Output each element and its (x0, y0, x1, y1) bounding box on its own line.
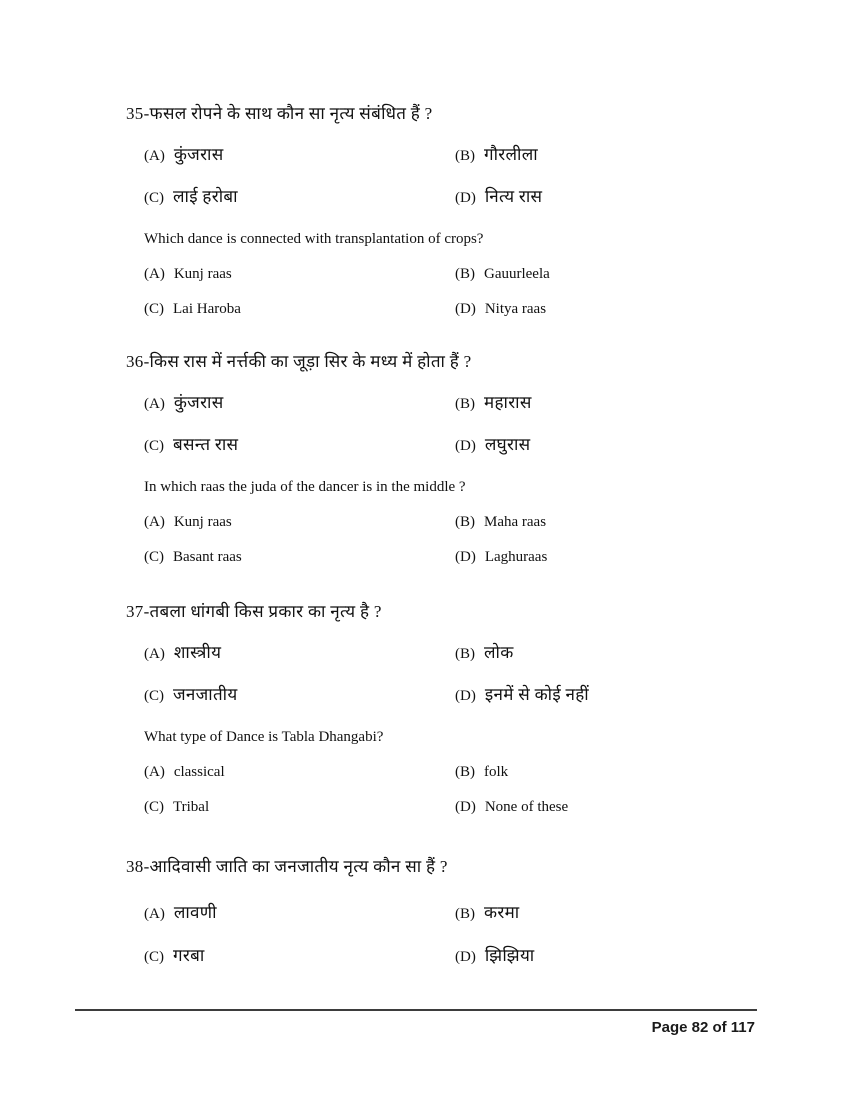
option-text: इनमें से कोई नहीं (484, 685, 589, 704)
option-text: Gauurleela (484, 266, 550, 282)
question-block-37 (0, 601, 850, 818)
option-c-english (144, 299, 455, 320)
hindi-options-row-1 (144, 144, 850, 167)
option-letter: (A) (144, 646, 165, 662)
option-text: बसन्त रास (173, 435, 239, 454)
option-letter: (C) (144, 799, 164, 815)
hindi-options-row-2 (144, 945, 850, 968)
option-d-hindi (455, 945, 535, 968)
option-text: Basant raas (173, 549, 242, 565)
option-b-english (455, 264, 550, 285)
english-options-row-1 (144, 264, 850, 285)
option-b-hindi (455, 902, 519, 925)
option-text: कुंजरास (173, 393, 224, 412)
option-d-english (455, 797, 568, 818)
hindi-options-row-2 (144, 434, 850, 457)
option-letter: (D) (455, 438, 476, 454)
option-c-hindi (144, 186, 455, 209)
option-letter: (A) (144, 396, 165, 412)
option-letter: (B) (455, 266, 475, 282)
option-c-english (144, 547, 455, 568)
option-text: Laghuraas (484, 549, 548, 565)
option-text: गरबा (173, 946, 205, 965)
option-text: Tribal (173, 799, 210, 815)
option-d-hindi (455, 684, 589, 707)
option-d-hindi (455, 434, 530, 457)
option-text: लाई हरोबा (173, 187, 238, 206)
english-options-row-1 (144, 762, 850, 783)
option-b-english (455, 762, 508, 783)
option-letter: (B) (455, 646, 475, 662)
option-text: Nitya raas (484, 301, 547, 317)
option-letter: (B) (455, 514, 475, 530)
option-a-english (144, 762, 455, 783)
question-text-hindi: 38-आदिवासी जाति का जनजातीय नृत्य कौन सा हैं ? (126, 857, 448, 876)
option-letter: (C) (144, 688, 164, 704)
option-a-english (144, 512, 455, 533)
option-text: झिझिया (484, 946, 535, 965)
question-text-english: What type of Dance is Tabla Dhangabi? (144, 729, 384, 745)
option-b-hindi (455, 144, 538, 167)
english-options-row-1 (144, 512, 850, 533)
option-d-english (455, 547, 547, 568)
option-letter: (C) (144, 438, 164, 454)
hindi-options-row-1 (144, 902, 850, 925)
option-text: None of these (484, 799, 569, 815)
option-text: लोक (484, 643, 514, 662)
question-text-english: Which dance is connected with transplantation of crops? (144, 231, 484, 247)
option-a-hindi (144, 642, 455, 665)
option-letter: (A) (144, 906, 165, 922)
option-a-hindi (144, 144, 455, 167)
option-letter: (D) (455, 799, 476, 815)
option-text: लावणी (173, 903, 217, 922)
option-letter: (C) (144, 949, 164, 965)
option-text: करमा (484, 903, 520, 922)
question-block-35 (0, 103, 850, 320)
footer-divider (75, 1009, 757, 1011)
hindi-options-row-1 (144, 392, 850, 415)
option-b-hindi (455, 392, 532, 415)
option-text: गौरलीला (484, 145, 538, 164)
question-text-english: In which raas the juda of the dancer is in the middle ? (144, 479, 466, 495)
question-text-hindi: 36-किस रास में नर्त्तकी का जूड़ा सिर के मध्य में होता हैं ? (126, 352, 472, 371)
option-d-english (455, 299, 546, 320)
option-c-hindi (144, 684, 455, 707)
option-letter: (C) (144, 301, 164, 317)
option-letter: (C) (144, 549, 164, 565)
question-block-36 (0, 351, 850, 568)
option-letter: (C) (144, 190, 164, 206)
english-options-row-2 (144, 797, 850, 818)
option-text: Lai Haroba (173, 301, 241, 317)
option-letter: (A) (144, 148, 165, 164)
option-letter: (A) (144, 764, 165, 780)
option-b-english (455, 512, 546, 533)
option-letter: (D) (455, 949, 476, 965)
option-letter: (A) (144, 514, 165, 530)
option-letter: (B) (455, 764, 475, 780)
option-c-english (144, 797, 455, 818)
option-text: Kunj raas (173, 266, 232, 282)
hindi-options-row-2 (144, 186, 850, 209)
option-text: नित्य रास (484, 187, 543, 206)
option-b-hindi (455, 642, 514, 665)
option-c-hindi (144, 945, 455, 968)
option-c-hindi (144, 434, 455, 457)
option-a-hindi (144, 392, 455, 415)
option-text: classical (173, 764, 225, 780)
english-options-row-2 (144, 299, 850, 320)
option-text: जनजातीय (173, 685, 238, 704)
option-text: Maha raas (484, 514, 547, 530)
option-letter: (D) (455, 688, 476, 704)
hindi-options-row-1 (144, 642, 850, 665)
option-letter: (D) (455, 190, 476, 206)
option-text: कुंजरास (173, 145, 224, 164)
question-text-hindi: 37-तबला धांगबी किस प्रकार का नृत्य है ? (126, 602, 382, 621)
page-number-label: Page 82 of 117 (651, 1019, 755, 1036)
option-text: महारास (484, 393, 532, 412)
option-letter: (B) (455, 396, 475, 412)
question-block-38 (0, 856, 850, 968)
option-letter: (B) (455, 906, 475, 922)
option-text: शास्त्रीय (173, 643, 222, 662)
option-letter: (D) (455, 301, 476, 317)
hindi-options-row-2 (144, 684, 850, 707)
option-text: Kunj raas (173, 514, 232, 530)
english-options-row-2 (144, 547, 850, 568)
option-letter: (B) (455, 148, 475, 164)
option-a-hindi (144, 902, 455, 925)
option-d-hindi (455, 186, 542, 209)
option-letter: (A) (144, 266, 165, 282)
option-a-english (144, 264, 455, 285)
option-text: folk (484, 764, 509, 780)
question-text-hindi: 35-फसल रोपने के साथ कौन सा नृत्य संबंधित हैं ? (126, 104, 433, 123)
option-text: लघुरास (484, 435, 531, 454)
option-letter: (D) (455, 549, 476, 565)
